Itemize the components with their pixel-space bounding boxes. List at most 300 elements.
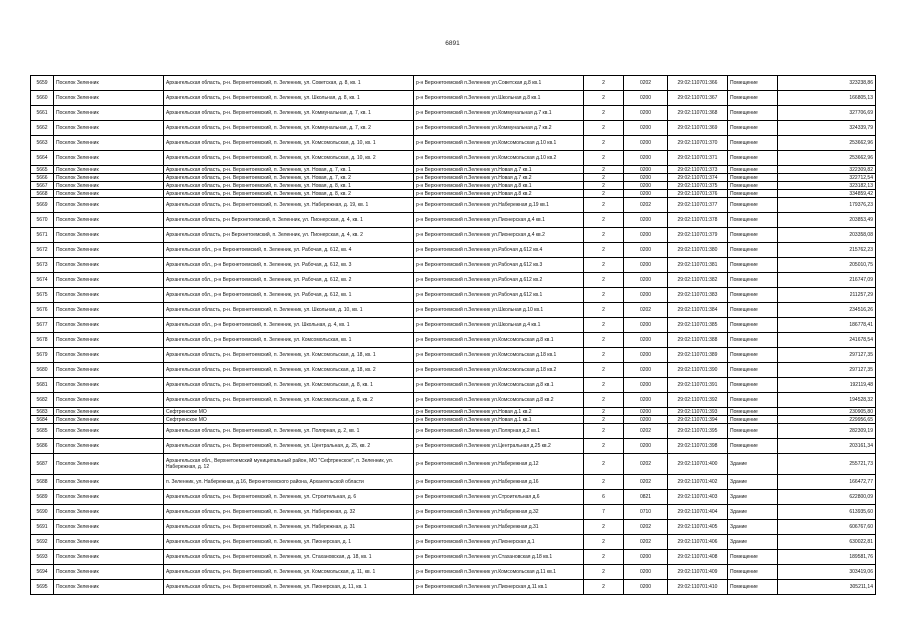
short-address-cell: р-н Верхнетоемский п.Зеленник ул.Пионерская д.4 кв.2 bbox=[414, 228, 584, 243]
locality-cell: Поселок Зеленник bbox=[54, 475, 164, 490]
cadastral-number-cell: 29:02:110701:381 bbox=[668, 258, 728, 273]
locality-cell: Поселок Зеленник bbox=[54, 76, 164, 91]
short-address-cell: р-н Верхнетоемский п.Зеленник ул.Рабочая д.612 кв.1 bbox=[414, 288, 584, 303]
row-number-cell: 5671 bbox=[31, 228, 54, 243]
address-cell: Архангельская обл., Верхнетоемский муниципальный район, МО "Сефтренское", п. Зеленник, ул. Набережная, д. 12 bbox=[164, 454, 414, 475]
row-number-cell: 5676 bbox=[31, 303, 54, 318]
locality-cell: Поселок Зеленник bbox=[54, 393, 164, 408]
locality-cell: Поселок Зеленник bbox=[54, 363, 164, 378]
cadastral-number-cell: 29:02:110701:393 bbox=[668, 408, 728, 416]
cadastral-number-cell: 29:02:110701:383 bbox=[668, 288, 728, 303]
type-code-cell: 0202 bbox=[624, 475, 668, 490]
cadastral-number-cell: 29:02:110701:379 bbox=[668, 228, 728, 243]
cadastral-number-cell: 29:02:110701:404 bbox=[668, 505, 728, 520]
row-number-cell: 5681 bbox=[31, 378, 54, 393]
cadastral-value-cell: 194528,32 bbox=[778, 393, 876, 408]
object-type-cell: Помещение bbox=[728, 273, 778, 288]
short-address-cell: р-н Верхнетоемский п.Зеленник ул.Школьная д.10 кв.1 bbox=[414, 303, 584, 318]
short-address-cell: р-н Верхнетоемский п.Зеленник ул.Новая д.1 кв.2 bbox=[414, 408, 584, 416]
row-number-cell: 5672 bbox=[31, 243, 54, 258]
cadastral-value-cell: 322309,82 bbox=[778, 166, 876, 174]
cadastral-number-cell: 29:02:110701:389 bbox=[668, 348, 728, 363]
row-number-cell: 5664 bbox=[31, 151, 54, 166]
table-row bbox=[31, 333, 876, 348]
short-address-cell: р-н Верхнетоемский п.Зеленник ул.Комсомольская д.18 кв.2 bbox=[414, 363, 584, 378]
cadastral-number-cell: 29:02:110701:384 bbox=[668, 303, 728, 318]
object-type-cell: Помещение bbox=[728, 408, 778, 416]
object-type-cell: Помещение bbox=[728, 580, 778, 595]
table-row bbox=[31, 106, 876, 121]
cadastral-value-cell: 234516,26 bbox=[778, 303, 876, 318]
row-number-cell: 5683 bbox=[31, 408, 54, 416]
address-cell: Архангельская область, р-н. Верхнетоемский, п. Зеленник, ул. Комсомольская, д. 18, кв. 1 bbox=[164, 348, 414, 363]
short-address-cell: р-н Верхнетоемский п.Зеленник ул.Набережная д.16 bbox=[414, 475, 584, 490]
short-address-cell: р-н Верхнетоемский п.Зеленник ул.Полярная д.2 кв.1 bbox=[414, 424, 584, 439]
type-code-cell: 0821 bbox=[624, 490, 668, 505]
row-number-cell: 5669 bbox=[31, 198, 54, 213]
short-address-cell: р-н Верхнетоемский п.Зеленник ул.Комсомольская д.11 кв.1 bbox=[414, 565, 584, 580]
address-cell: Архангельская область, р-н. Верхнетоемский, п. Зеленник, ул. Комсомольская, д. 11, кв. 1 bbox=[164, 565, 414, 580]
row-number-cell: 5693 bbox=[31, 550, 54, 565]
cadastral-number-cell: 29:02:110701:403 bbox=[668, 490, 728, 505]
cadastral-value-cell: 303419,06 bbox=[778, 565, 876, 580]
locality-cell: Поселок Зеленник bbox=[54, 439, 164, 454]
locality-cell: Поселок Зеленник bbox=[54, 318, 164, 333]
cadastral-value-cell: 166472,77 bbox=[778, 475, 876, 490]
locality-cell: Поселок Зеленник bbox=[54, 333, 164, 348]
row-number-cell: 5665 bbox=[31, 166, 54, 174]
table-row bbox=[31, 393, 876, 408]
group-cell: 2 bbox=[584, 151, 624, 166]
short-address-cell: р-н Верхнетоемский п.Зеленник ул.Набережная д.31 bbox=[414, 520, 584, 535]
group-cell: 2 bbox=[584, 228, 624, 243]
locality-cell: Поселок Зеленник bbox=[54, 151, 164, 166]
group-cell: 6 bbox=[584, 490, 624, 505]
type-code-cell: 0200 bbox=[624, 228, 668, 243]
type-code-cell: 0200 bbox=[624, 273, 668, 288]
address-cell: Сефтренское МО bbox=[164, 416, 414, 424]
group-cell: 2 bbox=[584, 243, 624, 258]
cadastral-number-cell: 29:02:110701:380 bbox=[668, 243, 728, 258]
short-address-cell: р-н Верхнетоемский п.Зеленник ул.Стахановская д.18 кв.1 bbox=[414, 550, 584, 565]
type-code-cell: 0200 bbox=[624, 151, 668, 166]
type-code-cell: 0200 bbox=[624, 348, 668, 363]
table-row bbox=[31, 565, 876, 580]
short-address-cell: р-н Верхнетоемский п.Зеленник ул.Комсомольская д.10 кв.1 bbox=[414, 136, 584, 151]
locality-cell: Поселок Зеленник bbox=[54, 416, 164, 424]
group-cell: 2 bbox=[584, 535, 624, 550]
group-cell: 2 bbox=[584, 363, 624, 378]
property-register-table bbox=[30, 75, 876, 595]
cadastral-value-cell: 255721,73 bbox=[778, 454, 876, 475]
row-number-cell: 5661 bbox=[31, 106, 54, 121]
group-cell: 2 bbox=[584, 348, 624, 363]
cadastral-number-cell: 29:02:110701:405 bbox=[668, 520, 728, 535]
object-type-cell: Помещение bbox=[728, 136, 778, 151]
object-type-cell: Помещение bbox=[728, 174, 778, 182]
cadastral-number-cell: 29:02:110701:410 bbox=[668, 580, 728, 595]
row-number-cell: 5666 bbox=[31, 174, 54, 182]
group-cell: 7 bbox=[584, 505, 624, 520]
cadastral-value-cell: 327706,69 bbox=[778, 106, 876, 121]
object-type-cell: Помещение bbox=[728, 288, 778, 303]
cadastral-value-cell: 297127,35 bbox=[778, 363, 876, 378]
row-number-cell: 5690 bbox=[31, 505, 54, 520]
address-cell: Архангельская область, р-н. Верхнетоемский, п. Зеленник, ул. Комсомольская, д. 8, кв. 2 bbox=[164, 393, 414, 408]
object-type-cell: Помещение bbox=[728, 550, 778, 565]
table-row bbox=[31, 363, 876, 378]
group-cell: 2 bbox=[584, 136, 624, 151]
short-address-cell: р-н Верхнетоемский п.Зеленник ул.Пионерская д.4 кв.1 bbox=[414, 213, 584, 228]
object-type-cell: Помещение bbox=[728, 565, 778, 580]
short-address-cell: р-н Верхнетоемский п.Зеленник ул.Рабочая д.612 кв.2 bbox=[414, 273, 584, 288]
address-cell: Архангельская область, р-н. Верхнетоемский, п. Зеленник, ул. Новая, д. 8, кв. 1 bbox=[164, 182, 414, 190]
address-cell: Архангельская область, р-н. Верхнетоемский, п. Зеленник, ул. Пионерская, д. 11, кв. 1 bbox=[164, 580, 414, 595]
group-cell: 2 bbox=[584, 213, 624, 228]
address-cell: Архангельская область, р-н. Верхнетоемский, п. Зеленник, ул. Школьная, д. 10, кв. 1 bbox=[164, 303, 414, 318]
short-address-cell: р-н Верхнетоемский п.Зеленник ул.Коммунальная д.7 кв.1 bbox=[414, 106, 584, 121]
type-code-cell: 0200 bbox=[624, 288, 668, 303]
type-code-cell: 0200 bbox=[624, 565, 668, 580]
table-row bbox=[31, 288, 876, 303]
cadastral-number-cell: 29:02:110701:392 bbox=[668, 393, 728, 408]
address-cell: Архангельская область, р-н. Верхнетоемский, п. Зеленник, ул. Набережная, д. 31 bbox=[164, 520, 414, 535]
type-code-cell: 0200 bbox=[624, 318, 668, 333]
type-code-cell: 0202 bbox=[624, 520, 668, 535]
locality-cell: Поселок Зеленник bbox=[54, 228, 164, 243]
address-cell: Архангельская область, р-н. Верхнетоемский, п. Зеленник, ул. Коммунальная, д. 7, кв. 1 bbox=[164, 106, 414, 121]
short-address-cell: р-н Верхнетоемский п.Зеленник ул.Комсомольская д.8 кв.1 bbox=[414, 378, 584, 393]
group-cell: 2 bbox=[584, 565, 624, 580]
cadastral-number-cell: 29:02:110701:390 bbox=[668, 363, 728, 378]
address-cell: Архангельская область, р-н. Верхнетоемский, п. Зеленник, ул. Пионерская, д. 1 bbox=[164, 535, 414, 550]
short-address-cell: р-н Верхнетоемский п.Зеленник ул.Школьная д.4 кв.1 bbox=[414, 318, 584, 333]
short-address-cell: р-н Верхнетоемский п.Зеленник ул.Пионерская д.11 кв.1 bbox=[414, 580, 584, 595]
group-cell: 2 bbox=[584, 416, 624, 424]
type-code-cell: 0200 bbox=[624, 190, 668, 198]
row-number-cell: 5667 bbox=[31, 182, 54, 190]
row-number-cell: 5660 bbox=[31, 91, 54, 106]
address-cell: Архангельская область, р-н. Верхнетоемский, п. Зеленник, ул. Стахановская, д. 18, кв. 1 bbox=[164, 550, 414, 565]
group-cell: 2 bbox=[584, 424, 624, 439]
cadastral-value-cell: 192119,48 bbox=[778, 378, 876, 393]
group-cell: 2 bbox=[584, 190, 624, 198]
cadastral-number-cell: 29:02:110701:391 bbox=[668, 378, 728, 393]
type-code-cell: 0200 bbox=[624, 439, 668, 454]
type-code-cell: 0200 bbox=[624, 580, 668, 595]
type-code-cell: 0200 bbox=[624, 106, 668, 121]
cadastral-number-cell: 29:02:110701:382 bbox=[668, 273, 728, 288]
group-cell: 2 bbox=[584, 273, 624, 288]
cadastral-number-cell: 29:02:110701:395 bbox=[668, 424, 728, 439]
group-cell: 2 bbox=[584, 303, 624, 318]
cadastral-number-cell: 29:02:110701:371 bbox=[668, 151, 728, 166]
locality-cell: Поселок Зеленник bbox=[54, 213, 164, 228]
cadastral-value-cell: 203853,49 bbox=[778, 213, 876, 228]
short-address-cell: р-н Верхнетоемский п.Зеленник ул.Набережная д.19 кв.1 bbox=[414, 198, 584, 213]
table-row bbox=[31, 121, 876, 136]
cadastral-value-cell: 230905,80 bbox=[778, 408, 876, 416]
group-cell: 2 bbox=[584, 580, 624, 595]
table-row bbox=[31, 550, 876, 565]
locality-cell: Поселок Зеленник bbox=[54, 273, 164, 288]
table-row bbox=[31, 198, 876, 213]
table-row bbox=[31, 303, 876, 318]
address-cell: Сефтренское МО bbox=[164, 408, 414, 416]
cadastral-number-cell: 29:02:110701:366 bbox=[668, 76, 728, 91]
group-cell: 2 bbox=[584, 333, 624, 348]
group-cell: 2 bbox=[584, 288, 624, 303]
cadastral-number-cell: 29:02:110701:375 bbox=[668, 182, 728, 190]
type-code-cell: 0202 bbox=[624, 424, 668, 439]
cadastral-value-cell: 203358,08 bbox=[778, 228, 876, 243]
group-cell: 2 bbox=[584, 182, 624, 190]
cadastral-number-cell: 29:02:110701:377 bbox=[668, 198, 728, 213]
locality-cell: Поселок Зеленник bbox=[54, 454, 164, 475]
cadastral-value-cell: 205010,75 bbox=[778, 258, 876, 273]
object-type-cell: Помещение bbox=[728, 439, 778, 454]
type-code-cell: 0200 bbox=[624, 136, 668, 151]
type-code-cell: 0200 bbox=[624, 182, 668, 190]
table-row bbox=[31, 91, 876, 106]
address-cell: Архангельская область, р-н. Верхнетоемский, п. Зеленник, ул. Центральная, д. 25, кв. 2 bbox=[164, 439, 414, 454]
type-code-cell: 0200 bbox=[624, 408, 668, 416]
row-number-cell: 5673 bbox=[31, 258, 54, 273]
address-cell: Архангельская область, р-н. Верхнетоемский, п. Зеленник, ул. Набережная, д. 19, кв. 1 bbox=[164, 198, 414, 213]
address-cell: Архангельская обл., р-н Верхнетоемский, п. Зеленник, ул. Рабочая, д. 612, кв. 1 bbox=[164, 288, 414, 303]
locality-cell: Поселок Зеленник bbox=[54, 520, 164, 535]
row-number-cell: 5692 bbox=[31, 535, 54, 550]
type-code-cell: 0202 bbox=[624, 76, 668, 91]
cadastral-value-cell: 179376,23 bbox=[778, 198, 876, 213]
short-address-cell: р-н Верхнетоемский п.Зеленник ул.Новая д.1 кв.1 bbox=[414, 416, 584, 424]
row-number-cell: 5675 bbox=[31, 288, 54, 303]
short-address-cell: р-н Верхнетоемский п.Зеленник ул.Комсомольская д.8 кв.1 bbox=[414, 333, 584, 348]
cadastral-value-cell: 324339,79 bbox=[778, 121, 876, 136]
table-row bbox=[31, 378, 876, 393]
short-address-cell: р-н Верхнетоемский п.Зеленник ул.Новая д.7 кв.1 bbox=[414, 166, 584, 174]
group-cell: 2 bbox=[584, 318, 624, 333]
type-code-cell: 0200 bbox=[624, 258, 668, 273]
cadastral-value-cell: 216747,09 bbox=[778, 273, 876, 288]
cadastral-number-cell: 29:02:110701:409 bbox=[668, 565, 728, 580]
short-address-cell: р-н Верхнетоемский п.Зеленник ул.Рабочая д.612 кв.4 bbox=[414, 243, 584, 258]
locality-cell: Поселок Зеленник bbox=[54, 490, 164, 505]
row-number-cell: 5678 bbox=[31, 333, 54, 348]
address-cell: Архангельская область, р-н. Верхнетоемский, п. Зеленник, ул. Школьная, д. 8, кв. 1 bbox=[164, 91, 414, 106]
locality-cell: Поселок Зеленник bbox=[54, 190, 164, 198]
group-cell: 2 bbox=[584, 520, 624, 535]
row-number-cell: 5682 bbox=[31, 393, 54, 408]
group-cell: 2 bbox=[584, 439, 624, 454]
locality-cell: Поселок Зеленник bbox=[54, 174, 164, 182]
group-cell: 2 bbox=[584, 76, 624, 91]
object-type-cell: Помещение bbox=[728, 258, 778, 273]
object-type-cell: Помещение bbox=[728, 378, 778, 393]
type-code-cell: 0202 bbox=[624, 198, 668, 213]
table-row bbox=[31, 490, 876, 505]
table-row bbox=[31, 273, 876, 288]
object-type-cell: Здание bbox=[728, 535, 778, 550]
cadastral-value-cell: 229956,65 bbox=[778, 416, 876, 424]
short-address-cell: р-н Верхнетоемский п.Зеленник ул.Советская д.8 кв.1 bbox=[414, 76, 584, 91]
cadastral-number-cell: 29:02:110701:394 bbox=[668, 416, 728, 424]
group-cell: 2 bbox=[584, 475, 624, 490]
table-row bbox=[31, 535, 876, 550]
short-address-cell: р-н Верхнетоемский п.Зеленник ул.Набережная д.32 bbox=[414, 505, 584, 520]
type-code-cell: 0202 bbox=[624, 535, 668, 550]
table-row bbox=[31, 190, 876, 198]
object-type-cell: Помещение bbox=[728, 393, 778, 408]
address-cell: Архангельская область, р-н Верхнетоемский, п. Зеленник, ул. Пионерская, д. 4, кв. 2 bbox=[164, 228, 414, 243]
address-cell: Архангельская область, р-н. Верхнетоемский, п. Зеленник, ул. Советская, д. 8, кв. 1 bbox=[164, 76, 414, 91]
locality-cell: Поселок Зеленник bbox=[54, 580, 164, 595]
cadastral-number-cell: 29:02:110701:385 bbox=[668, 318, 728, 333]
object-type-cell: Помещение bbox=[728, 182, 778, 190]
cadastral-number-cell: 29:02:110701:406 bbox=[668, 535, 728, 550]
cadastral-value-cell: 215762,23 bbox=[778, 243, 876, 258]
table-row bbox=[31, 416, 876, 424]
object-type-cell: Помещение bbox=[728, 190, 778, 198]
short-address-cell: р-н Верхнетоемский п.Зеленник ул.Рабочая д.612 кв.3 bbox=[414, 258, 584, 273]
locality-cell: Поселок Зеленник bbox=[54, 91, 164, 106]
address-cell: п. Зеленник, ул. Набережная, д.16, Верхнетоемского района, Архангельской области bbox=[164, 475, 414, 490]
cadastral-number-cell: 29:02:110701:367 bbox=[668, 91, 728, 106]
locality-cell: Поселок Зеленник bbox=[54, 258, 164, 273]
cadastral-number-cell: 29:02:110701:388 bbox=[668, 333, 728, 348]
object-type-cell: Помещение bbox=[728, 424, 778, 439]
address-cell: Архангельская обл., р-н Верхнетоемский, п. Зеленник, ул. Рабочая, д. 612, кв. 3 bbox=[164, 258, 414, 273]
object-type-cell: Помещение bbox=[728, 363, 778, 378]
cadastral-number-cell: 29:02:110701:400 bbox=[668, 454, 728, 475]
locality-cell: Поселок Зеленник bbox=[54, 565, 164, 580]
address-cell: Архангельская область, р-н. Верхнетоемский, п. Зеленник, ул. Коммунальная, д. 7, кв. 2 bbox=[164, 121, 414, 136]
address-cell: Архангельская область, р-н. Верхнетоемский, п. Зеленник, ул. Новая, д. 7, кв. 1 bbox=[164, 166, 414, 174]
object-type-cell: Здание bbox=[728, 454, 778, 475]
type-code-cell: 0710 bbox=[624, 505, 668, 520]
row-number-cell: 5694 bbox=[31, 565, 54, 580]
type-code-cell: 0202 bbox=[624, 303, 668, 318]
locality-cell: Поселок Зеленник bbox=[54, 535, 164, 550]
row-number-cell: 5659 bbox=[31, 76, 54, 91]
group-cell: 2 bbox=[584, 378, 624, 393]
short-address-cell: р-н Верхнетоемский п.Зеленник ул.Пионерская д.1 bbox=[414, 535, 584, 550]
table-row bbox=[31, 136, 876, 151]
locality-cell: Поселок Зеленник bbox=[54, 121, 164, 136]
row-number-cell: 5695 bbox=[31, 580, 54, 595]
address-cell: Архангельская обл., р-н Верхнетоемский, п. Зеленник, ул. Комсомольская, кв. 1 bbox=[164, 333, 414, 348]
object-type-cell: Помещение bbox=[728, 243, 778, 258]
locality-cell: Поселок Зеленник bbox=[54, 288, 164, 303]
cadastral-value-cell: 334859,42 bbox=[778, 190, 876, 198]
short-address-cell: р-н Верхнетоемский п.Зеленник ул.Строительная д.6 bbox=[414, 490, 584, 505]
object-type-cell: Здание bbox=[728, 475, 778, 490]
locality-cell: Поселок Зеленник bbox=[54, 424, 164, 439]
row-number-cell: 5687 bbox=[31, 454, 54, 475]
cadastral-value-cell: 323182,13 bbox=[778, 182, 876, 190]
locality-cell: Поселок Зеленник bbox=[54, 348, 164, 363]
type-code-cell: 0200 bbox=[624, 416, 668, 424]
group-cell: 2 bbox=[584, 91, 624, 106]
table-row bbox=[31, 213, 876, 228]
group-cell: 2 bbox=[584, 258, 624, 273]
short-address-cell: р-н Верхнетоемский п.Зеленник ул.Комсомольская д.8 кв.2 bbox=[414, 393, 584, 408]
address-cell: Архангельская область, р-н. Верхнетоемский, п. Зеленник, ул. Набережная, д. 32 bbox=[164, 505, 414, 520]
address-cell: Архангельская область, р-н. Верхнетоемский, п. Зеленник, ул. Комсомольская, д. 10, кв. 2 bbox=[164, 151, 414, 166]
type-code-cell: 0200 bbox=[624, 166, 668, 174]
address-cell: Архангельская область, р-н. Верхнетоемский, п. Зеленник, ул. Полярная, д. 2, кв. 1 bbox=[164, 424, 414, 439]
locality-cell: Поселок Зеленник bbox=[54, 106, 164, 121]
object-type-cell: Помещение bbox=[728, 198, 778, 213]
table-row bbox=[31, 580, 876, 595]
table-row bbox=[31, 439, 876, 454]
group-cell: 2 bbox=[584, 106, 624, 121]
group-cell: 2 bbox=[584, 408, 624, 416]
object-type-cell: Здание bbox=[728, 520, 778, 535]
cadastral-number-cell: 29:02:110701:402 bbox=[668, 475, 728, 490]
cadastral-number-cell: 29:02:110701:378 bbox=[668, 213, 728, 228]
object-type-cell: Помещение bbox=[728, 416, 778, 424]
cadastral-value-cell: 186778,41 bbox=[778, 318, 876, 333]
cadastral-value-cell: 253662,96 bbox=[778, 136, 876, 151]
locality-cell: Поселок Зеленник bbox=[54, 136, 164, 151]
object-type-cell: Помещение bbox=[728, 303, 778, 318]
table-row bbox=[31, 174, 876, 182]
type-code-cell: 0200 bbox=[624, 213, 668, 228]
type-code-cell: 0200 bbox=[624, 174, 668, 182]
table-row bbox=[31, 76, 876, 91]
row-number-cell: 5662 bbox=[31, 121, 54, 136]
group-cell: 2 bbox=[584, 454, 624, 475]
cadastral-value-cell: 606767,60 bbox=[778, 520, 876, 535]
object-type-cell: Помещение bbox=[728, 76, 778, 91]
row-number-cell: 5670 bbox=[31, 213, 54, 228]
table-row bbox=[31, 151, 876, 166]
row-number-cell: 5677 bbox=[31, 318, 54, 333]
cadastral-number-cell: 29:02:110701:398 bbox=[668, 439, 728, 454]
row-number-cell: 5688 bbox=[31, 475, 54, 490]
type-code-cell: 0200 bbox=[624, 333, 668, 348]
row-number-cell: 5684 bbox=[31, 416, 54, 424]
table-row bbox=[31, 182, 876, 190]
cadastral-value-cell: 613935,60 bbox=[778, 505, 876, 520]
table-row bbox=[31, 243, 876, 258]
object-type-cell: Здание bbox=[728, 505, 778, 520]
short-address-cell: р-н Верхнетоемский п.Зеленник ул.Комсомольская д.10 кв.2 bbox=[414, 151, 584, 166]
short-address-cell: р-н Верхнетоемский п.Зеленник ул.Новая д.8 кв.2 bbox=[414, 190, 584, 198]
table-row bbox=[31, 520, 876, 535]
object-type-cell: Помещение bbox=[728, 106, 778, 121]
cadastral-number-cell: 29:02:110701:408 bbox=[668, 550, 728, 565]
short-address-cell: р-н Верхнетоемский п.Зеленник ул.Школьная д.8 кв.1 bbox=[414, 91, 584, 106]
table-row bbox=[31, 475, 876, 490]
locality-cell: Поселок Зеленник bbox=[54, 550, 164, 565]
object-type-cell: Помещение bbox=[728, 318, 778, 333]
group-cell: 2 bbox=[584, 198, 624, 213]
cadastral-number-cell: 29:02:110701:369 bbox=[668, 121, 728, 136]
locality-cell: Поселок Зеленник bbox=[54, 182, 164, 190]
type-code-cell: 0200 bbox=[624, 550, 668, 565]
cadastral-number-cell: 29:02:110701:373 bbox=[668, 166, 728, 174]
locality-cell: Поселок Зеленник bbox=[54, 303, 164, 318]
type-code-cell: 0200 bbox=[624, 378, 668, 393]
table-row bbox=[31, 318, 876, 333]
cadastral-value-cell: 253662,96 bbox=[778, 151, 876, 166]
address-cell: Архангельская область, р-н. Верхнетоемский, п. Зеленник, ул. Новая, д. 7, кв. 2 bbox=[164, 174, 414, 182]
object-type-cell: Помещение bbox=[728, 348, 778, 363]
cadastral-value-cell: 630022,81 bbox=[778, 535, 876, 550]
table-row bbox=[31, 258, 876, 273]
